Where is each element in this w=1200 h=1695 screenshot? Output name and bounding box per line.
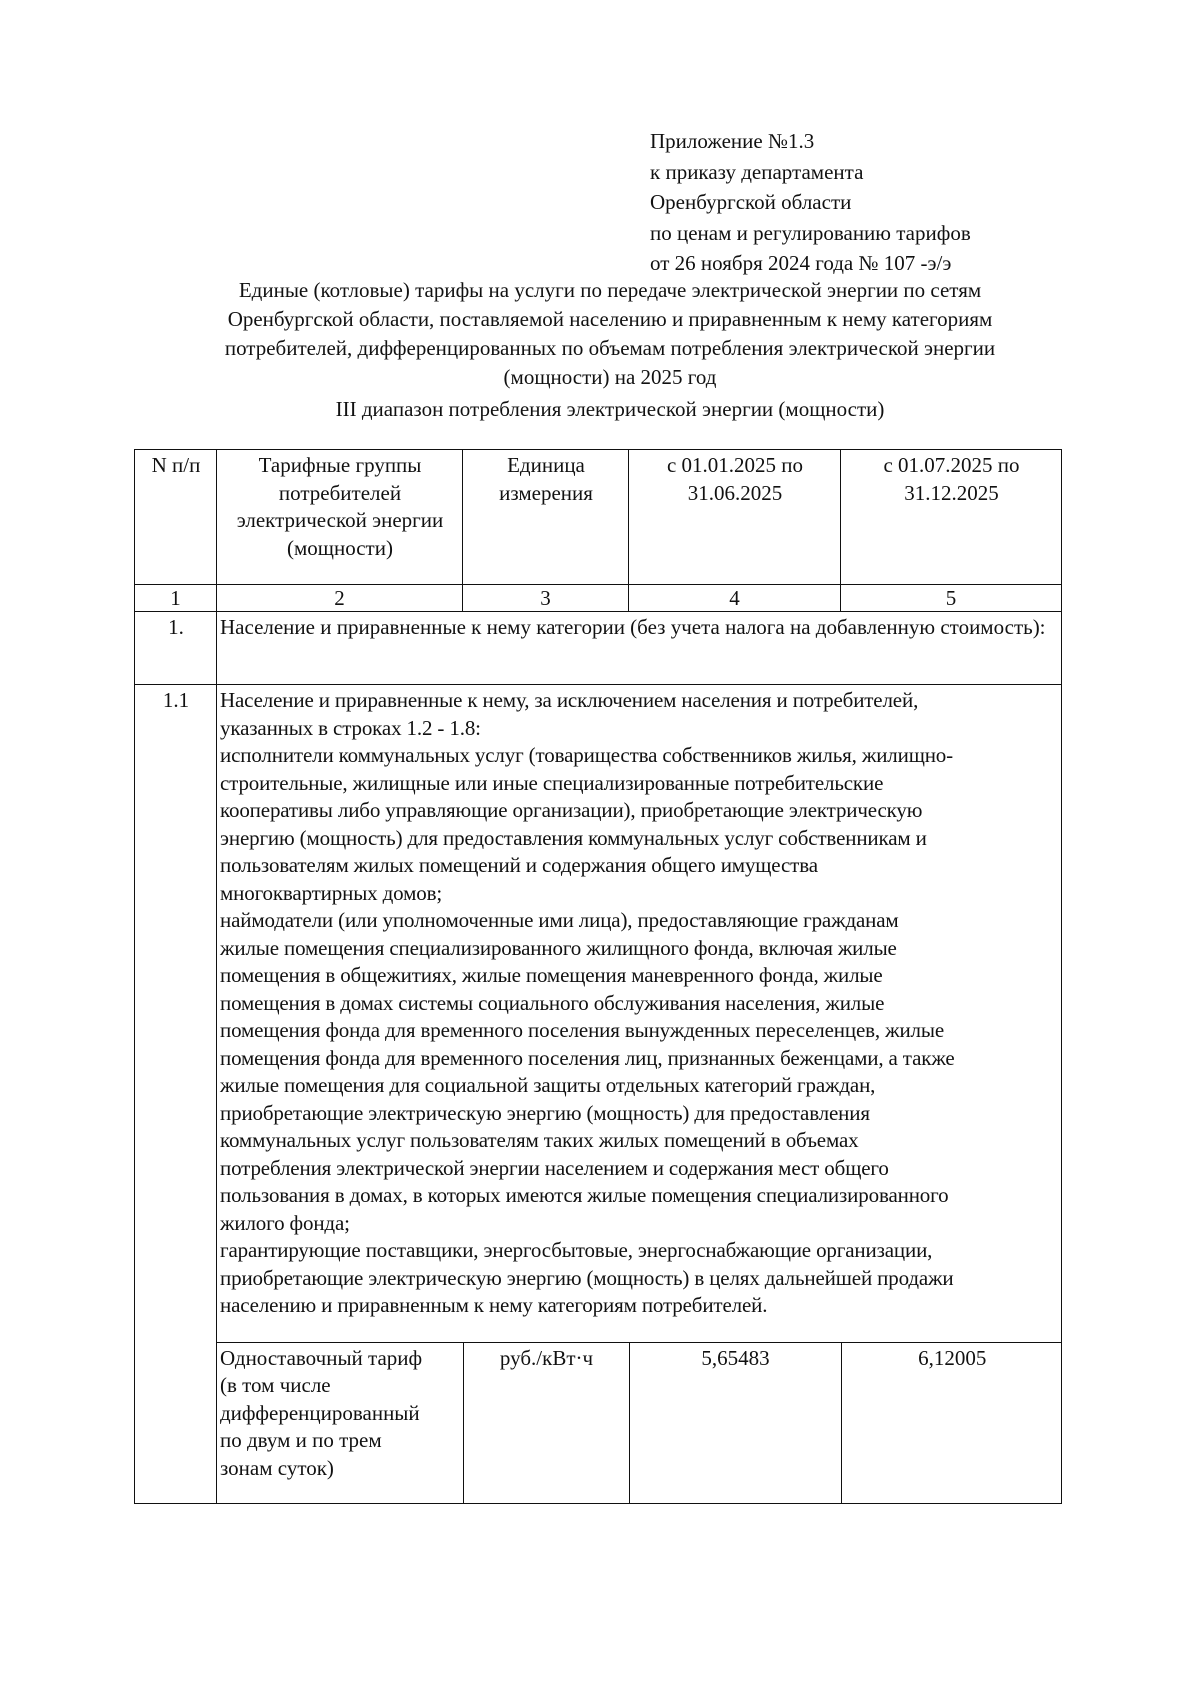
row-content: [217, 685, 1062, 1504]
description-line: строительные, жилищные или иные специализированные потребительские: [220, 770, 884, 795]
description-line: исполнители коммунальных услуг (товарищества собственников жилья, жилищно-: [220, 743, 953, 767]
description-line: наймодатели (или уполномоченные ими лица), предоставляющие гражданам: [220, 908, 899, 932]
description-line: указанных в строках 1.2 - 1.8:: [220, 715, 481, 740]
header-groups: Тарифные группы потребителей электрической энергии (мощности): [217, 450, 463, 585]
header-period-2: с 01.07.2025 по 31.12.2025: [841, 450, 1062, 585]
tariff-name-line: зонам суток): [220, 1455, 334, 1480]
column-number-row: [135, 585, 1062, 612]
description-line: приобретающие электрическую энергию (мощность) в целях дальнейшей продажи: [220, 1265, 954, 1290]
title-line: (мощности) на 2025 год: [503, 365, 717, 389]
tariff-name-line: (в том числе: [220, 1373, 331, 1397]
tariff-name: [217, 1342, 463, 1503]
description-line: пользователям жилых помещений и содержания общего имущества: [220, 853, 818, 877]
description-line: коммунальных услуг пользователям таких жилых помещений в объемах: [220, 1128, 859, 1152]
tariff-unit: руб./кВт·ч: [463, 1342, 629, 1503]
description-line: помещения в общежитиях, жилые помещения маневренного фонда, жилые: [220, 963, 883, 987]
description-line: гарантирующие поставщики, энергосбытовые, энергоснабжающие организации,: [220, 1238, 933, 1262]
section-num: 1.: [135, 612, 217, 685]
appendix-line: по ценам и регулированию тарифов: [650, 220, 971, 245]
tariff-name-line: дифференцированный: [220, 1400, 420, 1425]
section-text: Население и приравненные к нему категории (без учета налога на добавленную стоимость):: [217, 612, 1062, 685]
title-line: Единые (котловые) тарифы на услуги по передаче электрической энергии по сетям: [238, 278, 982, 302]
table-row: [135, 685, 1062, 1504]
header-unit: Единица измерения: [463, 450, 629, 585]
column-number: 1: [135, 585, 217, 612]
tariff-row: [217, 1342, 1062, 1503]
appendix-line: к приказу департамента: [650, 159, 864, 184]
tariff-value-period-1: 5,65483: [629, 1342, 841, 1503]
column-number: 3: [463, 585, 629, 612]
description-line: жилые помещения для социальной защиты отдельных категорий граждан,: [220, 1073, 876, 1097]
description-line: пользования в домах, в которых имеются жилые помещения специализированного: [220, 1183, 949, 1207]
appendix-header: [650, 126, 971, 279]
row-num: 1.1: [135, 685, 217, 1504]
description-line: Население и приравненные к нему, за исключением населения и потребителей,: [220, 688, 919, 712]
section-row: [135, 612, 1062, 685]
tariff-subtable: [217, 1342, 1062, 1503]
header-num: N п/п: [135, 450, 217, 585]
appendix-line: от 26 ноября 2024 года № 107 -э/э: [650, 251, 952, 275]
tariff-name-line: Одноставочный тариф: [220, 1345, 423, 1370]
description-line: многоквартирных домов;: [220, 880, 443, 905]
description-line: потребления электрической энергии населением и содержания мест общего: [220, 1155, 889, 1180]
tariff-table: [134, 449, 1062, 1504]
column-number: 2: [217, 585, 463, 612]
description-line: населению и приравненным к нему категориям потребителей.: [220, 1293, 768, 1317]
description-line: приобретающие электрическую энергию (мощность) для предоставления: [220, 1100, 870, 1125]
tariff-value-period-2: 6,12005: [841, 1342, 1062, 1503]
title-line: потребителей, дифференцированных по объемам потребления электрической энергии: [224, 336, 996, 360]
title-line: Оренбургской области, поставляемой населению и приравненным к нему категориям: [227, 307, 993, 331]
header-period-1: с 01.01.2025 по 31.06.2025: [629, 450, 841, 585]
column-number: 4: [629, 585, 841, 612]
description-line: энергию (мощность) для предоставления коммунальных услуг собственникам и: [220, 825, 927, 850]
description-line: помещения в домах системы социального обслуживания населения, жилые: [220, 990, 885, 1015]
document-title: [150, 276, 1070, 392]
description-line: жилые помещения специализированного жилищного фонда, включая жилые: [220, 935, 897, 960]
tariff-name-line: по двум и по трем: [220, 1428, 382, 1452]
table-header-row: [135, 450, 1062, 585]
row-description: [217, 685, 1061, 1342]
description-line: помещения фонда для временного поселения вынужденных переселенцев, жилые: [220, 1018, 945, 1042]
column-number: 5: [841, 585, 1062, 612]
appendix-line: Оренбургской области: [650, 190, 852, 214]
description-line: кооперативы либо управляющие организации), приобретающие электрическую: [220, 798, 923, 822]
appendix-line: Приложение №1.3: [650, 129, 815, 153]
description-line: помещения фонда для временного поселения лиц, признанных беженцами, а также: [220, 1045, 955, 1070]
description-line: жилого фонда;: [220, 1210, 350, 1235]
document-subtitle: III диапазон потребления электрической энергии (мощности): [335, 397, 885, 421]
